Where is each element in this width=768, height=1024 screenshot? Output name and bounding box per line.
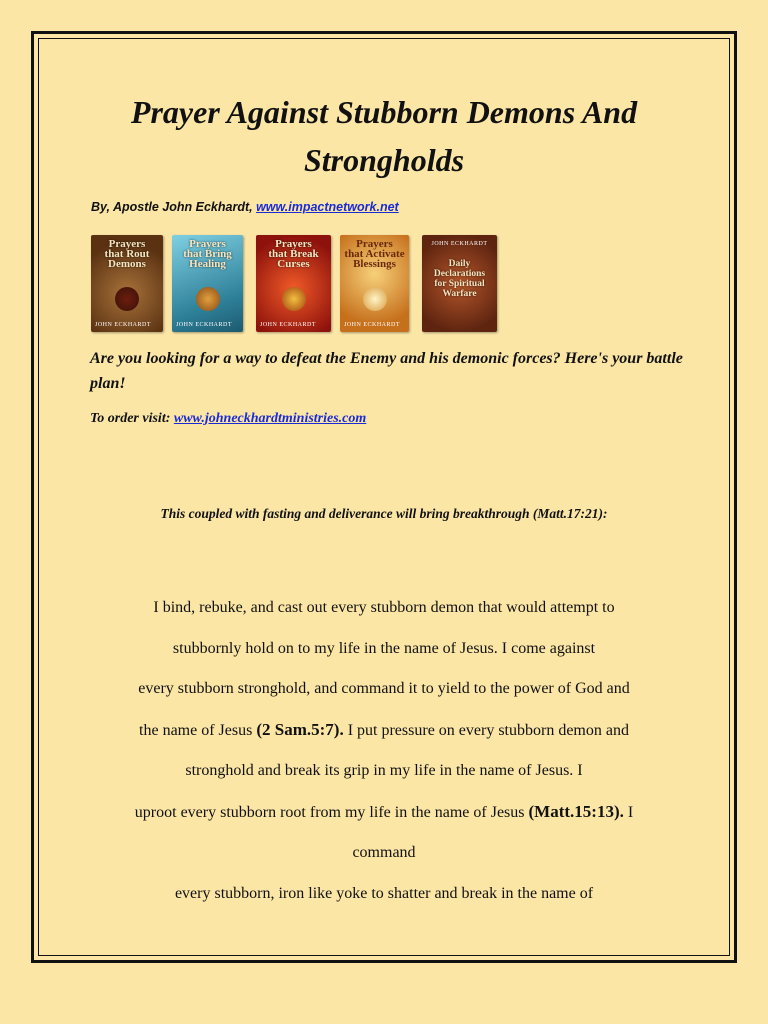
- book-cover-activate-blessings[interactable]: [340, 235, 409, 332]
- book-covers-row: [0, 235, 768, 333]
- prayer-body: [80, 588, 688, 914]
- book-author: JOHN ECKHARDT: [431, 241, 488, 247]
- page-title: Prayer Against Stubborn Demons And Strongholds: [130, 94, 638, 178]
- prayer-line: [80, 792, 688, 834]
- prayer-line: [80, 710, 688, 752]
- prayer-line: command: [352, 844, 416, 861]
- book-title: Prayers that Rout Demons: [104, 238, 150, 270]
- prayer-line: I bind, rebuke, and cast out every stubborn demon that would attempt to: [153, 599, 615, 616]
- seal-emblem-icon: [282, 287, 306, 311]
- book-cover-rout-demons[interactable]: [91, 235, 163, 332]
- order-line: [90, 411, 366, 427]
- book-cover-break-curses[interactable]: [256, 235, 331, 332]
- prayer-line: every stubborn, iron like yoke to shatter and break in the name of: [174, 884, 594, 902]
- book-cover-daily-declarations[interactable]: [422, 235, 497, 332]
- book-author: JOHN ECKHARDT: [260, 322, 316, 328]
- ministries-link[interactable]: www.johneckhardtministries.com: [173, 411, 367, 426]
- lead-text: Are you looking for a way to defeat the Enemy and his demonic forces? Here's your battle plan!: [90, 350, 683, 392]
- book-title: Prayers that Bring Healing: [183, 238, 232, 270]
- book-author: JOHN ECKHARDT: [95, 322, 151, 328]
- byline-text: By, Apostle John Eckhardt,: [91, 200, 257, 214]
- impactnetwork-link[interactable]: www.impactnetwork.net: [256, 200, 399, 214]
- prayer-text: the name of Jesus: [139, 721, 257, 739]
- byline: [91, 200, 399, 214]
- prayer-text: I: [623, 803, 634, 821]
- cross-emblem-icon: [115, 287, 139, 311]
- scripture-reference: (Matt.15:13).: [528, 801, 624, 821]
- book-title: Prayers that Break Curses: [268, 238, 319, 270]
- book-author: JOHN ECKHARDT: [344, 322, 400, 328]
- breakthrough-note: This coupled with fasting and deliverance will bring breakthrough (Matt.17:21):: [160, 506, 608, 521]
- order-text: To order visit:: [90, 411, 174, 426]
- scripture-reference: (2 Sam.5:7).: [256, 719, 344, 739]
- prayer-line: every stubborn stronghold, and command it to yield to the power of God and: [138, 680, 630, 697]
- book-title: Prayers that Activate Blessings: [344, 238, 405, 270]
- book-cover-bring-healing[interactable]: [172, 235, 243, 332]
- prayer-text: uproot every stubborn root from my life in the name of Jesus: [134, 803, 529, 821]
- seal-emblem-icon: [196, 287, 220, 311]
- prayer-line: stubbornly hold on to my life in the name of Jesus. I come against: [172, 639, 596, 657]
- book-title: Daily Declarations for Spiritual Warfare: [433, 259, 486, 299]
- prayer-line: stronghold and break its grip in my life in the name of Jesus. I: [185, 762, 583, 779]
- book-author: JOHN ECKHARDT: [176, 322, 232, 328]
- light-emblem-icon: [363, 287, 387, 311]
- prayer-text: I put pressure on every stubborn demon and: [343, 721, 629, 739]
